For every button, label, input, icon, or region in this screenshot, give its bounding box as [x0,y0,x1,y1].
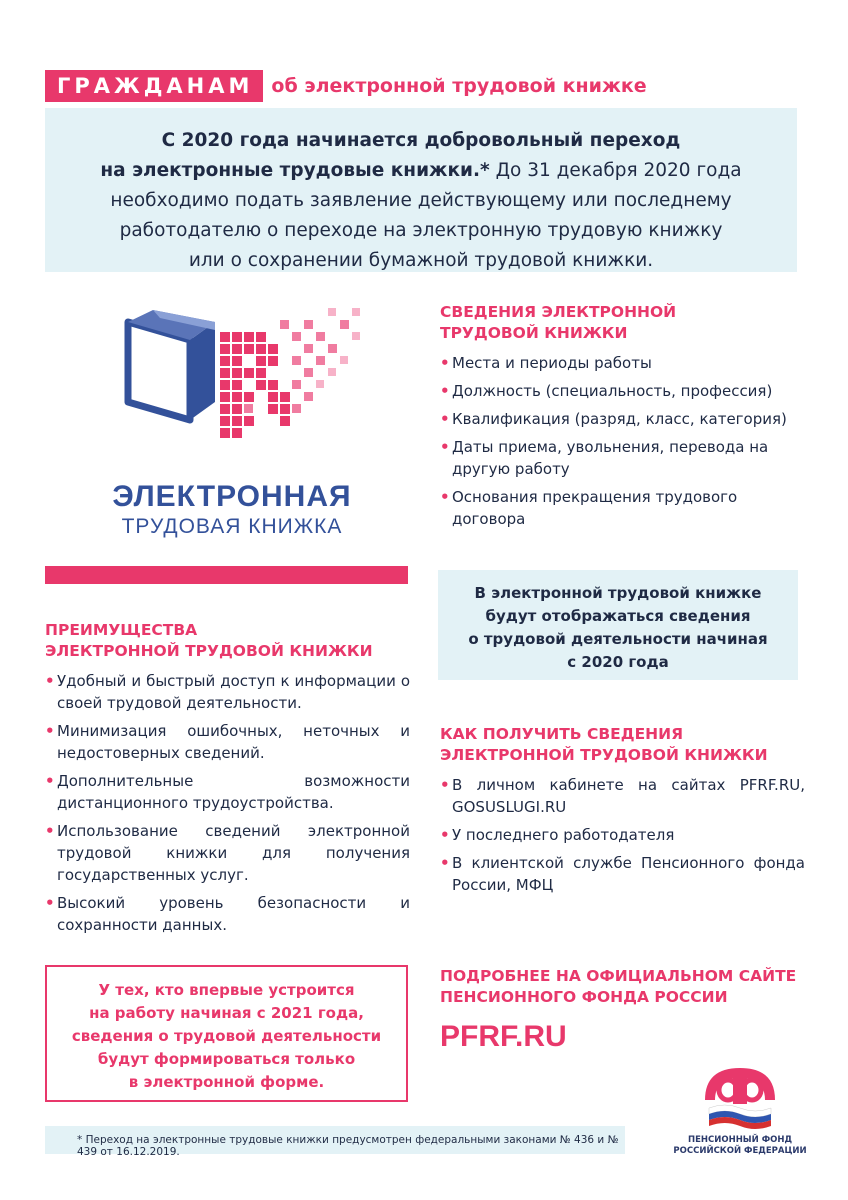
pfrf-site-link[interactable]: PFRF.RU [440,1020,567,1053]
info-title [440,302,805,344]
list-item: • В клиентской службе Пенсионного фонда России, МФЦ [440,852,805,896]
how-to-title-line2: ЭЛЕКТРОННОЙ ТРУДОВОЙ КНИЖКИ [440,746,768,764]
advantages-list [45,670,410,936]
list-item: • Минимизация ошибочных, неточных и недостоверных сведений. [45,720,410,764]
header-subtitle: об электронной трудовой книжке [271,75,647,97]
pfr-caption [670,1135,810,1157]
pink-note-line2: на работу начиная с 2021 года, [89,1004,364,1022]
list-item: • Основания прекращения трудового договора [440,486,805,530]
pink-note-line5: в электронной форме. [128,1073,325,1091]
intro-line1: С 2020 года начинается добровольный переход [161,130,681,151]
intro-line2-bold: на электронные трудовые книжки.* [100,160,490,181]
blue-note-line3: о трудовой деятельности начиная [468,630,768,648]
pink-note-line3: сведения о трудовой деятельности [71,1027,382,1045]
how-to-title [440,724,805,766]
list-item: • У последнего работодателя [440,824,805,846]
how-to-list [440,774,805,896]
intro-line5: или о сохранении бумажной трудовой книжки. [188,250,654,271]
pink-note-line4: будут формироваться только [97,1050,356,1068]
list-item: • Даты приема, увольнения, перевода на другую работу [440,436,805,480]
pink-note [45,965,408,1102]
more-title-line1: ПОДРОБНЕЕ НА ОФИЦИАЛЬНОМ САЙТЕ [440,967,797,985]
more-title [440,966,820,1008]
logo-subtitle: ТРУДОВАЯ КНИЖКА [121,515,343,538]
info-title-line2: ТРУДОВОЙ КНИЖКИ [440,324,628,342]
advantages-title-line1: ПРЕИМУЩЕСТВА [45,621,198,639]
header [45,70,647,102]
pfr-logo-icon [695,1060,785,1130]
info-title-line1: СВЕДЕНИЯ ЭЛЕКТРОННОЙ [440,303,677,321]
list-item: • Должность (специальность, профессия) [440,380,805,402]
pfr-emblem [695,1060,785,1130]
header-tag: ГРАЖДАНАМ [45,70,263,102]
list-item: • Высокий уровень безопасности и сохранности данных. [45,892,410,936]
advantages-section [45,620,410,942]
list-item: • Дополнительные возможности дистанционного трудоустройства. [45,770,410,814]
blue-note-line2: будут отображаться сведения [485,607,751,625]
blue-note [438,570,798,680]
info-list [440,352,805,530]
intro-line2-rest: До 31 декабря 2020 года [489,160,742,181]
advantages-title [45,620,410,662]
list-item: • В личном кабинете на сайтах PFRF.RU, GOSUSLUGI.RU [440,774,805,818]
info-section [440,302,805,536]
pink-note-line1: У тех, кто впервые устроится [98,981,355,999]
how-to-section [440,724,805,902]
logo-title: ЭЛЕКТРОННАЯ [112,480,352,513]
list-item: • Использование сведений электронной трудовой книжки для получения государственных услуг. [45,820,410,886]
blue-note-line1: В электронной трудовой книжке [474,584,762,602]
intro-box [45,108,797,272]
list-item: • Квалификация (разряд, класс, категория) [440,408,805,430]
how-to-title-line1: КАК ПОЛУЧИТЬ СВЕДЕНИЯ [440,725,684,743]
list-item: • Удобный и быстрый доступ к информации о своей трудовой деятельности. [45,670,410,714]
etk-logo-icon [120,300,370,460]
more-section [440,966,820,1054]
footnote: * Переход на электронные трудовые книжки предусмотрен федеральными законами № 436 и № 439 от 16.12.2019. [45,1126,625,1154]
intro-line3: необходимо подать заявление действующему или последнему [110,190,732,211]
more-title-line2: ПЕНСИОННОГО ФОНДА РОССИИ [440,988,728,1006]
intro-line4: работодателю о переходе на электронную трудовую книжку [119,220,723,241]
list-item: • Места и периоды работы [440,352,805,374]
divider-bar [45,566,408,584]
pfr-caption-line1: ПЕНСИОННЫЙ ФОНД [687,1135,793,1145]
advantages-title-line2: ЭЛЕКТРОННОЙ ТРУДОВОЙ КНИЖКИ [45,642,373,660]
blue-note-line4: с 2020 года [567,653,669,671]
pfr-caption-line2: РОССИЙСКОЙ ФЕДЕРАЦИИ [673,1146,807,1156]
etk-logo-graphic [120,300,370,460]
